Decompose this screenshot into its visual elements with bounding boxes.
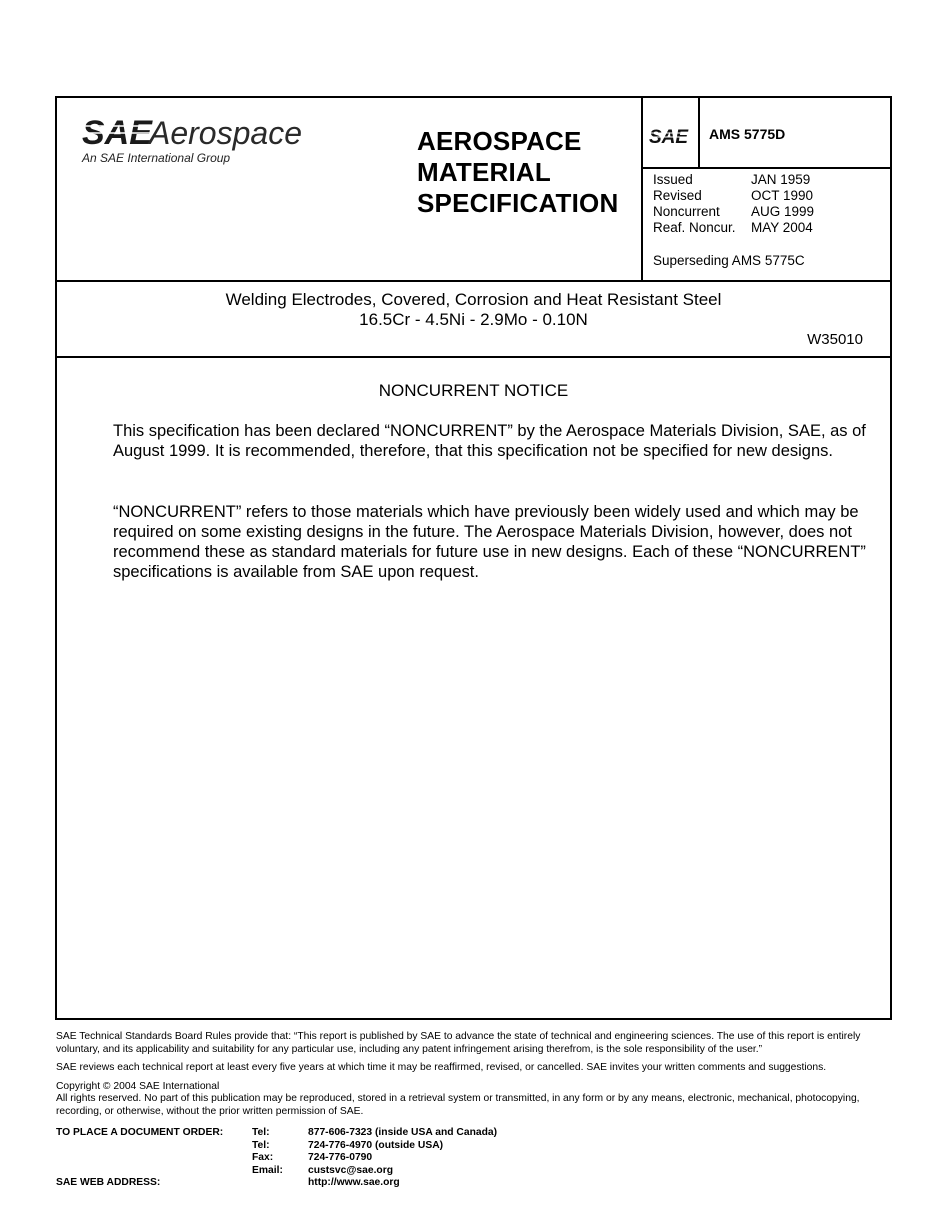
- subject-line-2: 16.5Cr - 4.5Ni - 2.9Mo - 0.10N: [359, 310, 588, 329]
- date-value: AUG 1999: [751, 204, 815, 219]
- order-label: TO PLACE A DOCUMENT ORDER:: [56, 1127, 224, 1138]
- date-row: [653, 188, 814, 204]
- sae-mini-logo-icon: [649, 125, 693, 149]
- legal-rules: SAE Technical Standards Board Rules provide that: “This report is published by SAE to advance the state of technical and engineering sciences. The use of this report is entirely voluntary, and its applicability and suitability for any particular use, including any patent infringement arising therefrom, is the sole responsibility of the user.”: [56, 1031, 861, 1055]
- date-label: Noncurrent: [653, 204, 720, 219]
- contact-fax: 724-776-0790: [308, 1152, 373, 1163]
- superseding-note: Superseding AMS 5775C: [653, 253, 805, 268]
- sae-logo-icon: [82, 113, 342, 153]
- document-number: AMS 5775D: [709, 126, 786, 142]
- title-line-2: MATERIAL: [417, 157, 551, 187]
- contact-key: Tel:: [252, 1140, 270, 1151]
- legal-review: SAE reviews each technical report at least every five years at which time it may be reaffirmed, revised, or cancelled. SAE invites your written comments and suggestions.: [56, 1062, 827, 1073]
- web-address-link[interactable]: http://www.sae.org: [308, 1177, 400, 1188]
- date-label: Issued: [653, 172, 693, 187]
- spec-frame: [55, 96, 892, 1020]
- contact-phone-1[interactable]: 877-606-7323 (inside USA and Canada): [308, 1127, 498, 1138]
- logo-brand-light: Aerospace: [149, 115, 302, 151]
- date-label: Revised: [653, 188, 702, 203]
- date-row: [653, 172, 814, 188]
- divider-vertical: [641, 98, 643, 280]
- document-title: [417, 126, 618, 219]
- contact-key: Tel:: [252, 1127, 270, 1138]
- logo-subtitle: An SAE International Group: [82, 151, 231, 165]
- date-row: [653, 204, 814, 220]
- contact-key: Fax:: [252, 1152, 274, 1163]
- notice-paragraph-2: “NONCURRENT” refers to those materials which have previously been widely used and which may be required on some existing designs in the future. The Aerospace Materials Division, however, does not recommend these as standard materials for future use in new designs. Each of these “NONCURRENT” specifications is available from SAE upon request.: [113, 503, 866, 581]
- date-row: [653, 220, 814, 236]
- web-label: SAE WEB ADDRESS:: [56, 1177, 161, 1188]
- date-label: Reaf. Noncur.: [653, 220, 736, 235]
- contact-email-link[interactable]: custsvc@sae.org: [308, 1165, 394, 1176]
- date-value: OCT 1990: [751, 188, 814, 203]
- subject-block: [57, 282, 890, 358]
- mini-logo-text: SAE: [649, 127, 689, 148]
- notice-heading: NONCURRENT NOTICE: [378, 381, 569, 400]
- subject-line-1: Welding Electrodes, Covered, Corrosion and Heat Resistant Steel: [225, 290, 722, 309]
- divider-vertical-small: [698, 98, 700, 168]
- date-table: [653, 172, 814, 236]
- contact-phone-2[interactable]: 724-776-4970 (outside USA): [308, 1140, 444, 1151]
- date-value: MAY 2004: [751, 220, 813, 235]
- legal-rights: All rights reserved. No part of this publication may be reproduced, stored in a retrieval system or transmitted, in any form or by any means, electronic, mechanical, photocopying, recording, or otherwise, without the prior written permission of SAE.: [56, 1093, 860, 1117]
- date-value: JAN 1959: [751, 172, 811, 187]
- divider-horizontal: [641, 167, 890, 169]
- contact-key: Email:: [252, 1165, 283, 1176]
- header-block: [57, 98, 890, 282]
- sae-aerospace-logo: [82, 113, 342, 173]
- notice-paragraph-1: This specification has been declared “NONCURRENT” by the Aerospace Materials Division, SAE, as of August 1999. It is recommended, therefore, that this specification not be specified for new designs.: [113, 422, 866, 460]
- title-line-1: AEROSPACE: [417, 126, 582, 156]
- legal-copyright: Copyright © 2004 SAE International: [56, 1081, 220, 1092]
- subject-code: W35010: [807, 331, 863, 348]
- title-line-3: SPECIFICATION: [417, 188, 619, 218]
- logo-brand-bold: SAE: [82, 114, 152, 152]
